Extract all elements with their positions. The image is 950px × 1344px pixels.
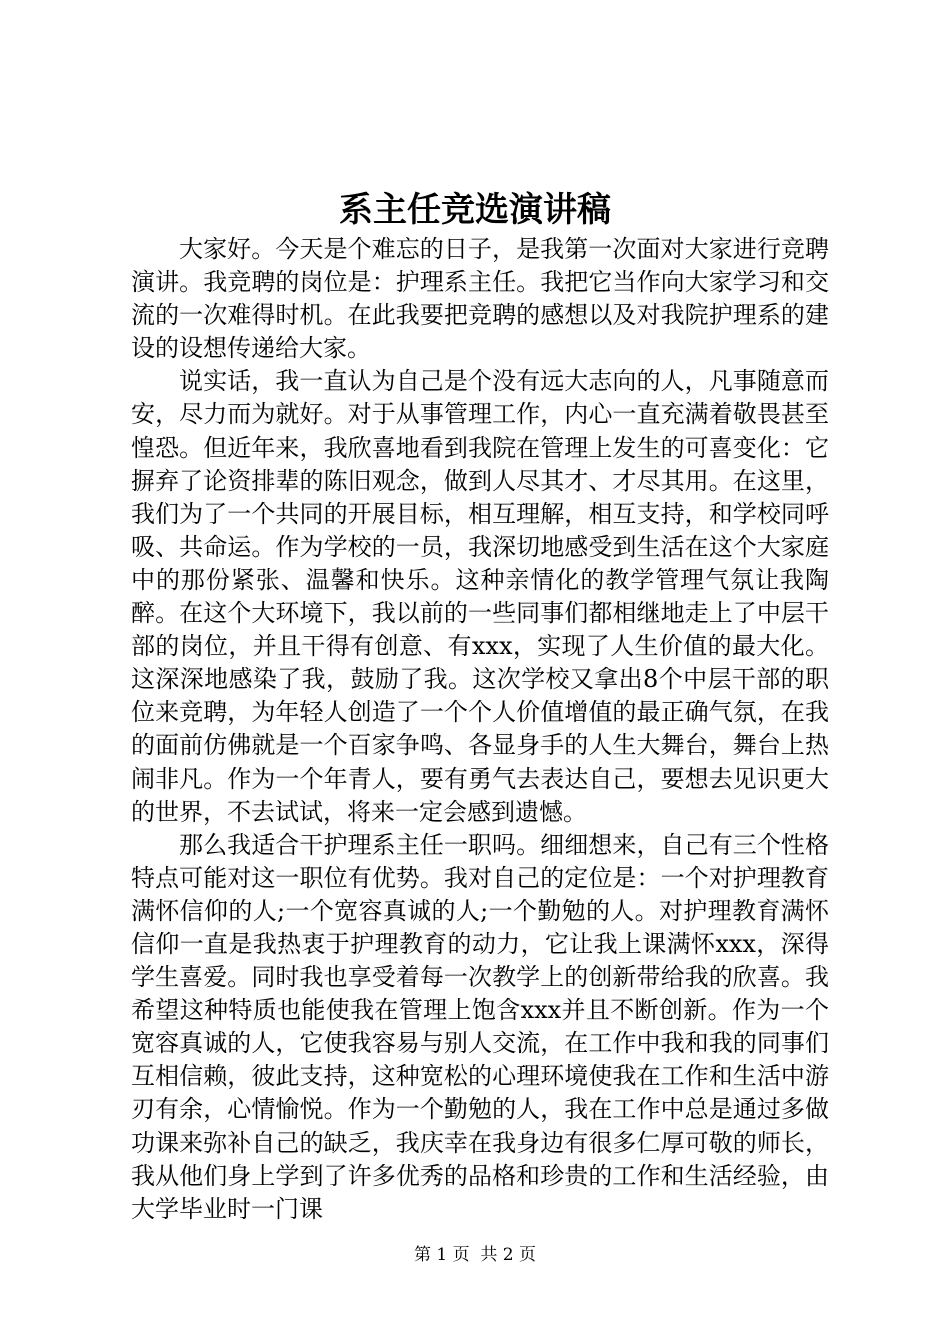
page-number-footer: 第 1 页 共 2 页	[413, 1245, 537, 1265]
document-body	[131, 233, 829, 1226]
paragraph-3: 那么我适合干护理系主任一职吗。细细想来，自己有三个性格特点可能对这一职位有优势。我对自己的定位是：一个对护理教育满怀信仰的人;一个宽容真诚的人;一个勤勉的人。对护理教育满怀信仰一直是我热衷于护理教育的动力，它让我上课满怀xxx，深得学生喜爱。同时我也享受着每一次教学上的创新带给我的欣喜。我希望这种特质也能使我在管理上饱含xxx并且不断创新。作为一个宽容真诚的人，它使我容易与别人交流，在工作中我和我的同事们互相信赖，彼此支持，这种宽松的心理环境使我在工作和生活中游刃有余，心情愉悦。作为一个勤勉的人，我在工作中总是通过多做功课来弥补自己的缺乏，我庆幸在我身边有很多仁厚可敬的师长，我从他们身上学到了许多优秀的品格和珍贵的工作和生活经验，由大学毕业时一门课	[131, 830, 829, 1223]
paragraph-1: 大家好。今天是个难忘的日子，是我第一次面对大家进行竞聘演讲。我竞聘的岗位是：护理系主任。我把它当作向大家学习和交流的一次难得时机。在此我要把竞聘的感想以及对我院护理系的建设的设想传递给大家。	[131, 235, 829, 363]
paragraph-2: 说实话，我一直认为自己是个没有远大志向的人，凡事随意而安，尽力而为就好。对于从事管理工作，内心一直充满着敬畏甚至惶恐。但近年来，我欣喜地看到我院在管理上发生的可喜变化：它摒弃了论资排辈的陈旧观念，做到人尽其才、才尽其用。在这里，我们为了一个共同的开展目标，相互理解，相互支持，和学校同呼吸、共命运。作为学校的一员，我深切地感受到生活在这个大家庭中的那份紧张、温馨和快乐。这种亲情化的教学管理气氛让我陶醉。在这个大环境下，我以前的一些同事们都相继地走上了中层干部的岗位，并且干得有创意、有xxx，实现了人生价值的最大化。这深深地感染了我，鼓励了我。这次学校又拿出8个中层干部的职位来竞聘，为年轻人创造了一个个人价值增值的最正确气氛，在我的面前仿佛就是一个百家争鸣、各显身手的人生大舞台，舞台上热闹非凡。作为一个年青人，要有勇气去表达自己，要想去见识更大的世界，不去试试，将来一定会感到遗憾。	[131, 367, 829, 826]
document-title: 系主任竞选演讲稿	[339, 190, 611, 230]
